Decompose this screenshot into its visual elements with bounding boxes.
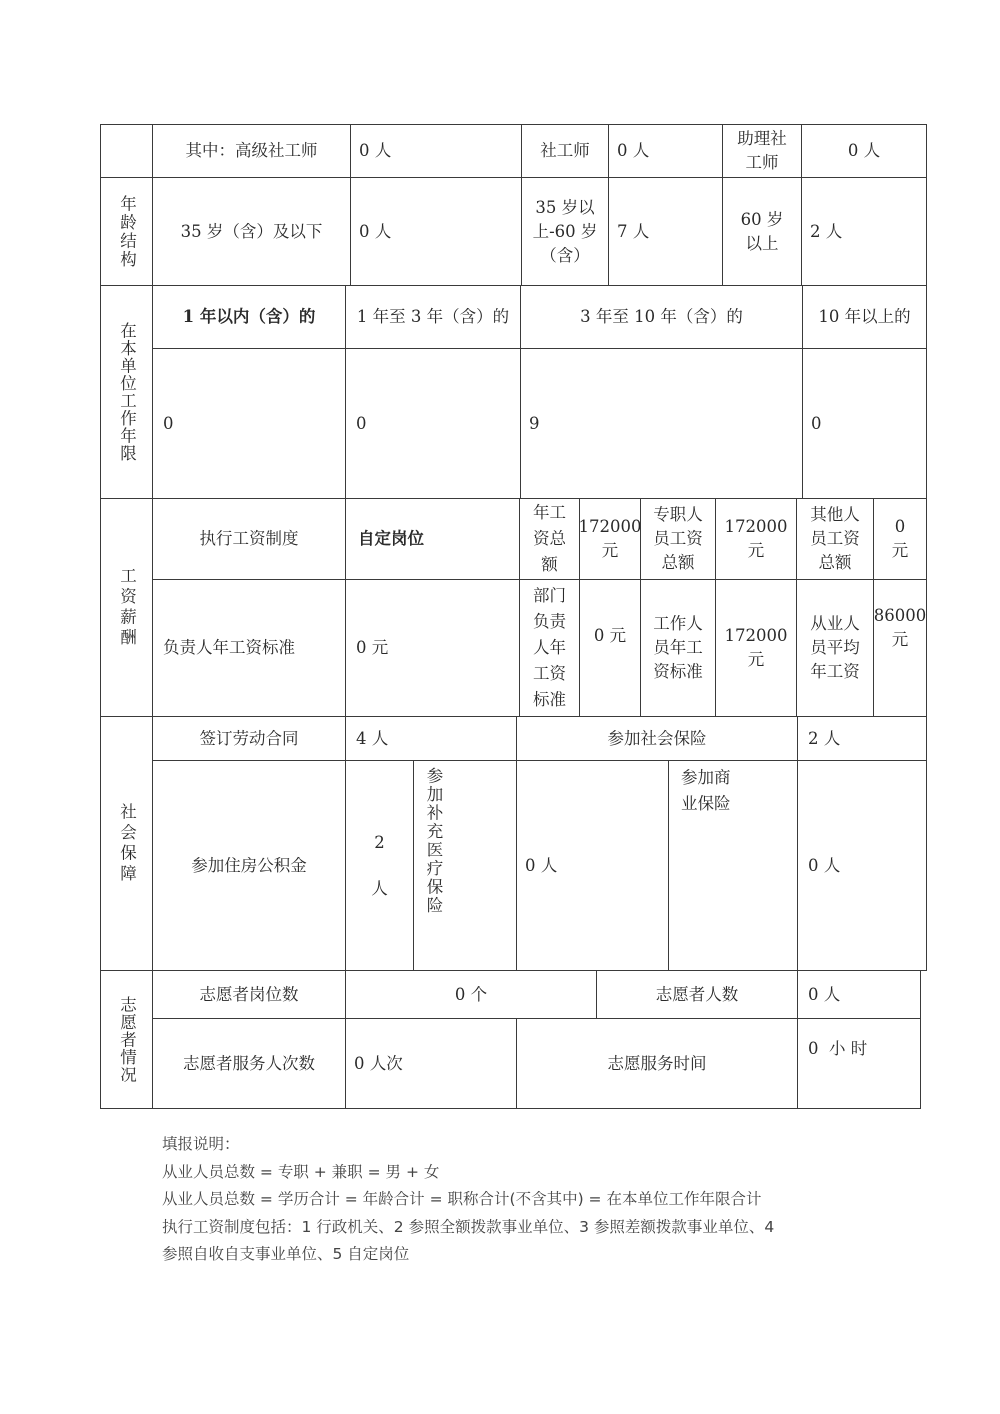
instructions-line-3: 执行工资制度包括：1 行政机关、2 参照全额拨款事业单位、3 参照差额拨款事业单位、4 — [162, 1217, 775, 1236]
commercial-insurance-value: 0 人 — [797, 760, 927, 971]
social-insurance-label: 参加社会保险 — [516, 716, 798, 761]
wage-system-value: 自定岗位 — [345, 498, 520, 580]
annual-wage-total-value: 172000 元 — [579, 498, 641, 580]
senior-social-worker-label: 其中：高级社工师 — [152, 124, 351, 178]
instructions-title: 填报说明： — [162, 1135, 240, 1153]
volunteer-posts-label: 志愿者岗位数 — [152, 970, 346, 1019]
tenure-1-to-3-years-value: 0 — [345, 348, 521, 499]
average-annual-wage-value: 86000 元 — [873, 579, 927, 717]
social-security-section-label: 社会保障 — [100, 716, 153, 971]
tenure-over-10-years-value: 0 — [802, 348, 927, 499]
instructions-line-2: 从业人员总数 = 学历合计 = 年龄合计 = 职称合计(不含其中) = 在本单位工作年限合计 — [162, 1190, 762, 1208]
dept-head-wage-standard-value: 0 元 — [579, 579, 641, 717]
tenure-over-10-years-header: 10 年以上的 — [802, 285, 927, 349]
volunteer-service-count-label: 志愿者服务人次数 — [152, 1018, 346, 1109]
instructions-line-4: 参照自收自支事业单位、5 自定岗位 — [162, 1245, 410, 1263]
tenure-3-to-10-years-header: 3 年至 10 年（含）的 — [520, 285, 803, 349]
labor-contract-value: 4 人 — [345, 716, 517, 761]
instructions-line-1: 从业人员总数 = 专职 + 兼职 = 男 + 女 — [162, 1162, 440, 1181]
labor-contract-label: 签订劳动合同 — [152, 716, 346, 761]
social-worker-label: 社工师 — [521, 124, 609, 178]
tenure-under-1-year-value: 0 — [152, 348, 346, 499]
age-35-to-60-value: 7 人 — [608, 177, 723, 286]
housing-fund-value: 2 人 — [345, 760, 414, 971]
social-insurance-value: 2 人 — [797, 716, 927, 761]
staff-wage-standard-value: 172000 元 — [715, 579, 797, 717]
tenure-under-1-year-header: 1 年以内（含）的 — [152, 285, 346, 349]
average-annual-wage-label: 从业人员平均年工资 — [796, 579, 874, 717]
fulltime-wage-total-value: 172000 元 — [715, 498, 797, 580]
tenure-1-to-3-years-header: 1 年至 3 年（含）的 — [345, 285, 521, 349]
other-wage-total-label: 其他人员工资总额 — [796, 498, 874, 580]
volunteer-service-count-value: 0 人次 — [345, 1018, 517, 1109]
assistant-social-worker-label: 助理社工师 — [722, 124, 802, 178]
volunteer-service-hours-label: 志愿服务时间 — [516, 1018, 798, 1109]
social-worker-value: 0 人 — [608, 124, 723, 178]
supplementary-medical-insurance-label: 参加补充医疗保险 — [413, 760, 517, 971]
blank-section-cell — [100, 124, 153, 178]
age-35-to-60-label: 35 岁以上-60 岁（含） — [521, 177, 609, 286]
volunteer-count-value: 0 人 — [797, 970, 921, 1019]
age-structure-section-label: 年龄结构 — [100, 177, 153, 286]
age-over-60-value: 2 人 — [801, 177, 927, 286]
housing-fund-label: 参加住房公积金 — [152, 760, 346, 971]
assistant-social-worker-value: 0 人 — [801, 124, 927, 178]
commercial-insurance-label: 参加商业保险 — [668, 760, 798, 971]
tenure-section-label: 在本单位工作年限 — [100, 285, 153, 499]
dept-head-wage-standard-label: 部门负责人年工资标准 — [519, 579, 580, 717]
volunteer-service-hours-value: 0 小 时 — [797, 1018, 921, 1109]
age-under-35-label: 35 岁（含）及以下 — [152, 177, 351, 286]
age-under-35-value: 0 人 — [350, 177, 522, 286]
supplementary-medical-insurance-value: 0 人 — [516, 760, 669, 971]
staff-wage-standard-label: 工作人员年工资标准 — [640, 579, 716, 717]
annual-wage-total-label: 年工资总额 — [519, 498, 580, 580]
wage-system-label: 执行工资制度 — [152, 498, 346, 580]
volunteer-count-label: 志愿者人数 — [596, 970, 798, 1019]
head-wage-standard-value: 0 元 — [345, 579, 520, 717]
other-wage-total-value: 0 元 — [873, 498, 927, 580]
age-over-60-label: 60 岁以上 — [722, 177, 802, 286]
tenure-3-to-10-years-value: 9 — [520, 348, 803, 499]
fill-instructions — [162, 1131, 882, 1269]
fulltime-wage-total-label: 专职人员工资总额 — [640, 498, 716, 580]
senior-social-worker-value: 0 人 — [350, 124, 522, 178]
volunteer-section-label: 志愿者情况 — [100, 970, 153, 1109]
salary-section-label: 工资薪酬 — [100, 498, 153, 717]
volunteer-posts-value: 0 个 — [345, 970, 597, 1019]
head-wage-standard-label: 负责人年工资标准 — [152, 579, 346, 717]
